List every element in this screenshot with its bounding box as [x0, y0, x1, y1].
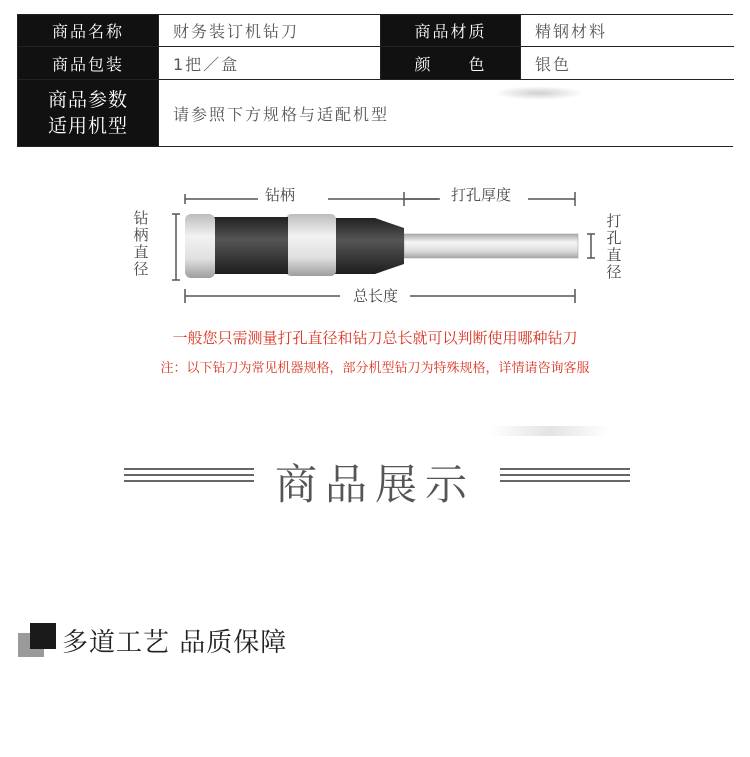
feature-heading [18, 622, 287, 659]
decorative-smudge [494, 86, 584, 100]
special-spec-note: 注：以下钻刀为常见机器规格，部分机型钻刀为特殊规格，详情请咨询客服 [160, 361, 590, 376]
drill-tube [404, 234, 578, 258]
total-length-label: 总长度 [350, 285, 401, 306]
spec-value-package: 1把／盒 [159, 47, 381, 80]
drill-collar [286, 214, 336, 276]
hole-diameter-label: 打孔直径 [606, 212, 622, 281]
top-dimension-line [185, 192, 575, 206]
spec-value-models [159, 80, 734, 146]
shank-diameter-line [172, 214, 180, 280]
feature-heading-text: 多道工艺 品质保障 [62, 628, 288, 658]
spec-label-models [18, 80, 159, 146]
spec-label-models-line2: 适用机型 [47, 115, 128, 137]
measurement-note: 一般您只需测量打孔直径和钻刀总长就可以判断使用哪种钻刀 [172, 329, 578, 347]
spec-label-material: 商品材质 [381, 15, 521, 47]
drill-grip [206, 217, 288, 274]
punch-depth-label: 打孔厚度 [448, 184, 514, 205]
decorative-streak [490, 426, 610, 436]
spec-label-color: 颜 色 [381, 47, 521, 80]
spec-value-color: 银色 [521, 47, 734, 80]
spec-label-package: 商品包装 [18, 47, 159, 80]
spec-label-name: 商品名称 [18, 15, 159, 47]
drill-taper [335, 218, 404, 274]
section-title [0, 452, 750, 512]
drill-body [185, 214, 578, 278]
spec-value-material: 精钢材料 [521, 15, 734, 47]
stacked-squares-icon [18, 623, 56, 659]
drill-diagram [0, 170, 750, 310]
shank-diameter-label: 钻柄直径 [133, 209, 149, 278]
spec-value-models-text: 请参照下方规格与适配机型 [173, 104, 390, 124]
drill-cap [185, 214, 215, 278]
hole-diameter-line [587, 234, 595, 258]
spec-label-models-line1: 商品参数 [47, 89, 128, 111]
section-title-text: 商品展示 [263, 460, 487, 509]
spec-value-name: 财务装订机钻刀 [159, 15, 381, 47]
shank-label: 钻柄 [262, 184, 298, 205]
spec-table [17, 14, 733, 147]
